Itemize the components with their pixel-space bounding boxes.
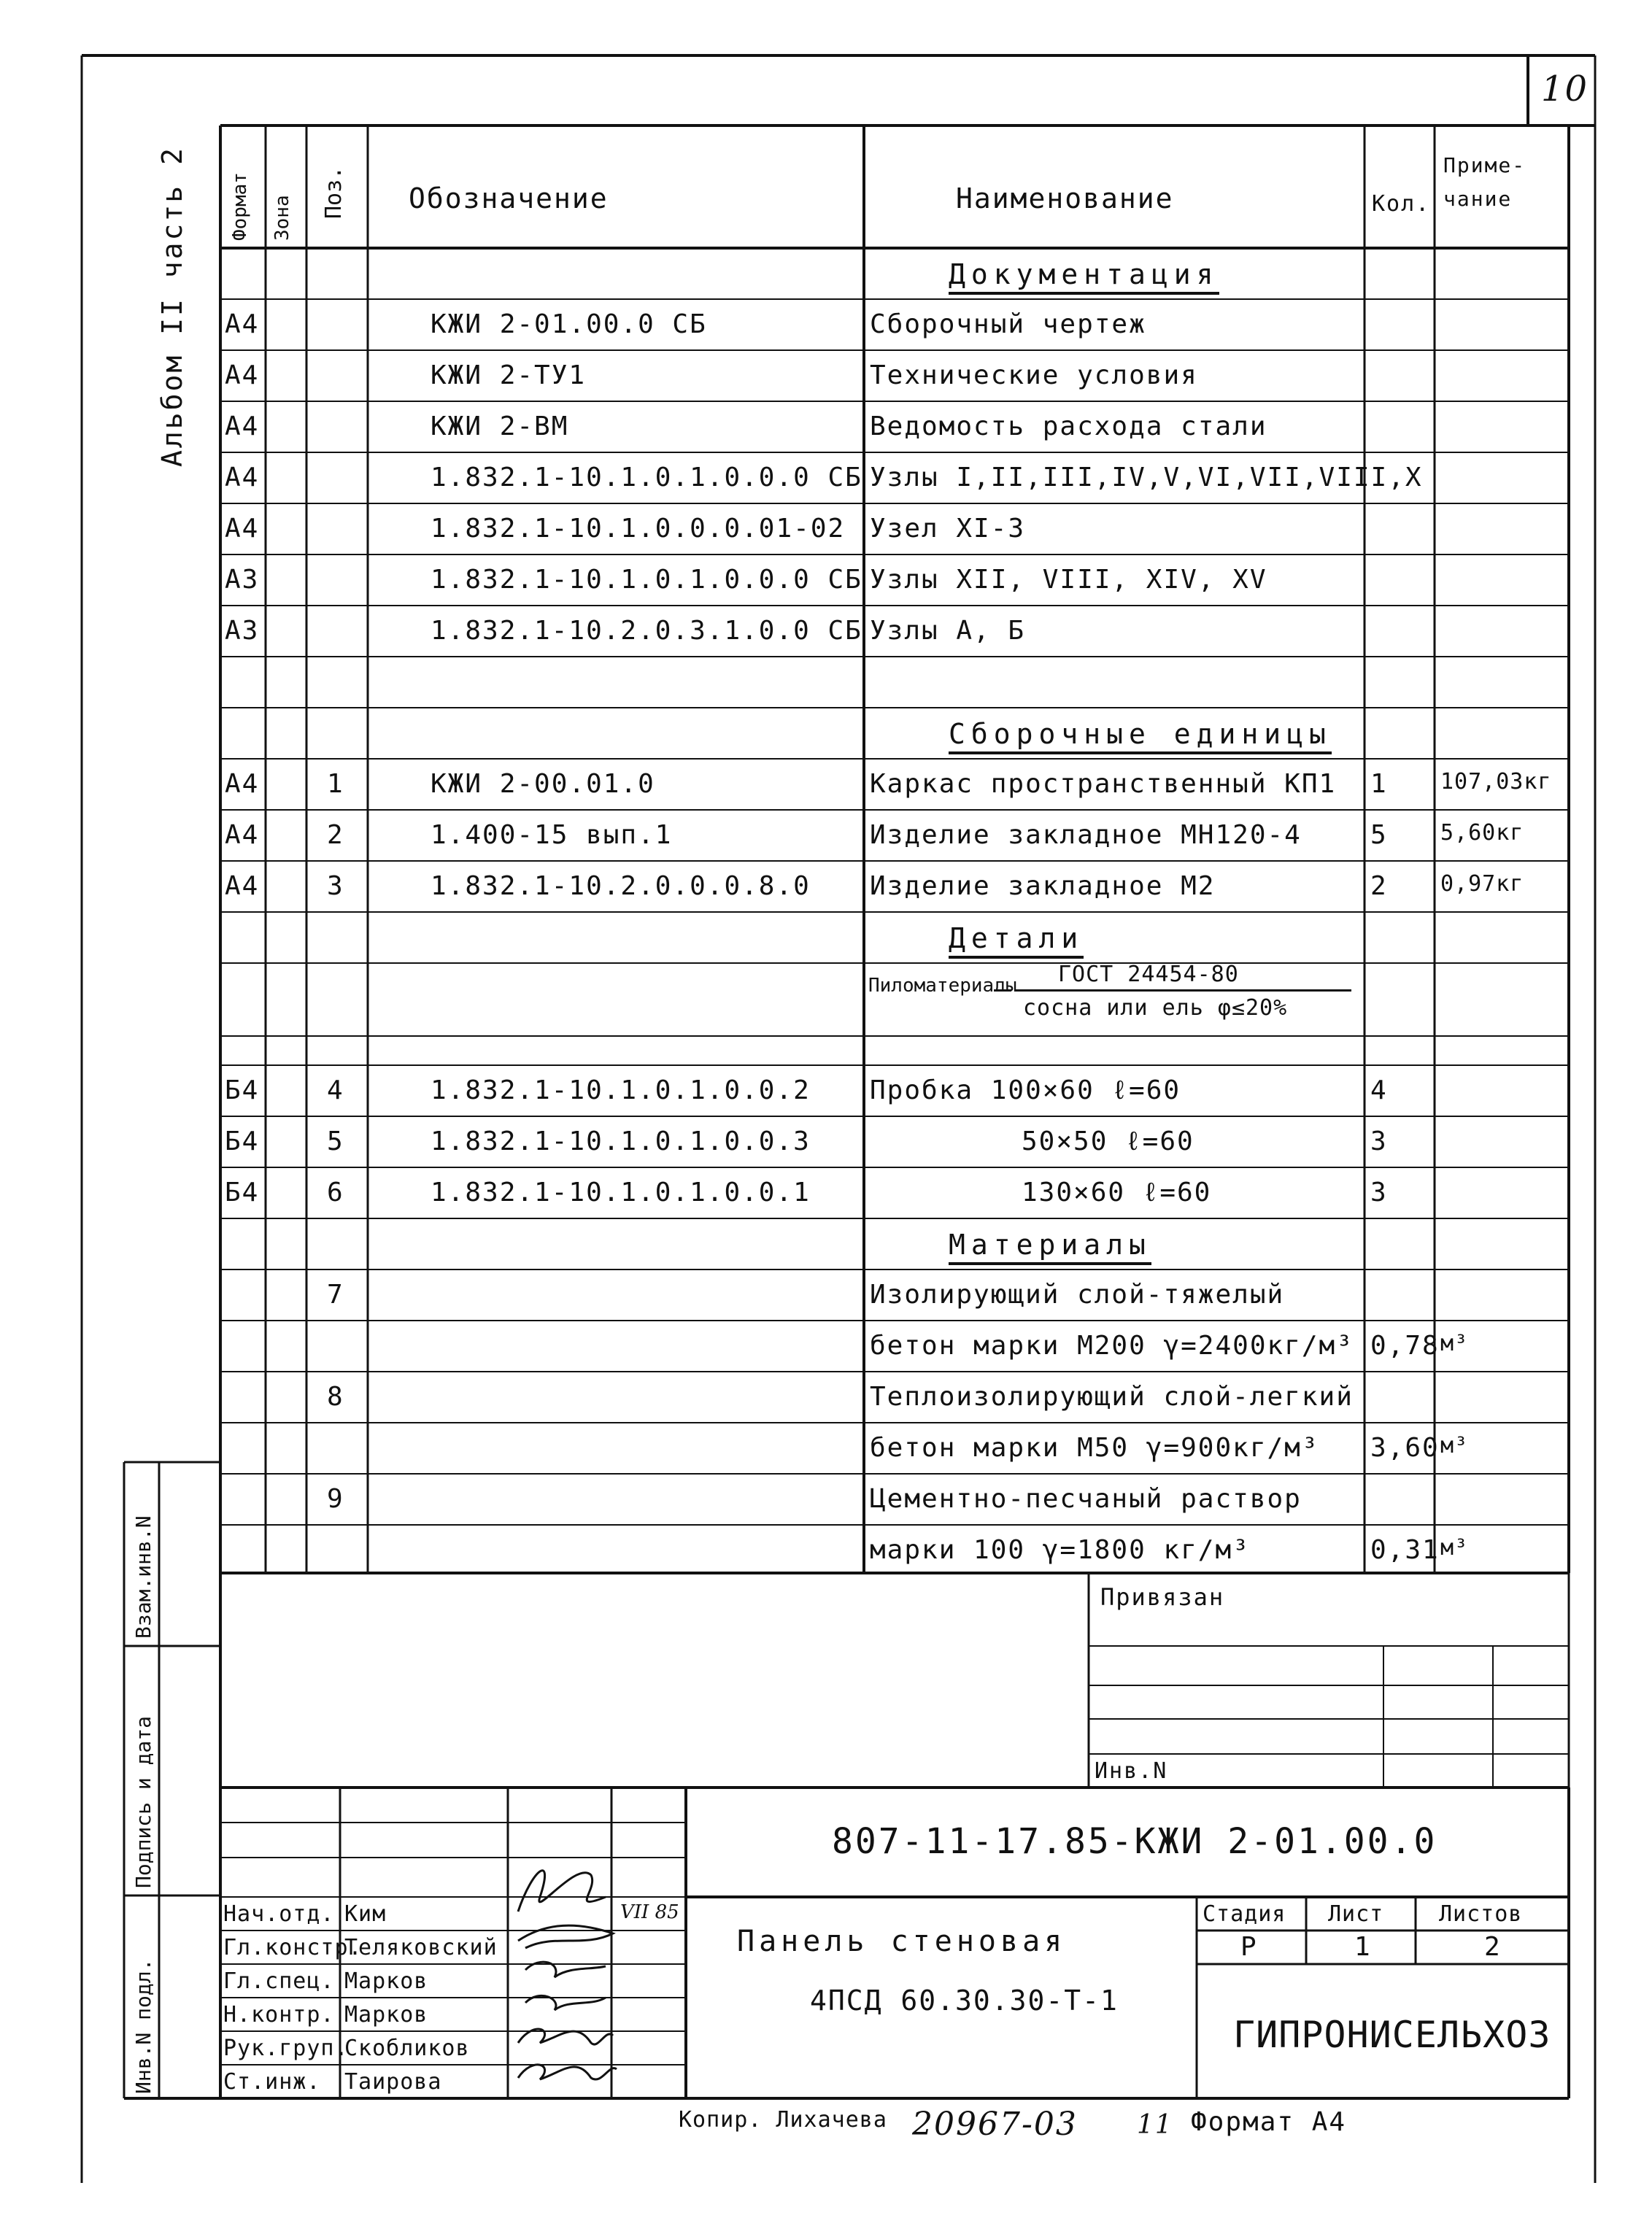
row-designation: КЖИ 2-01.00.0 СБ	[431, 309, 707, 339]
row-designation: 1.832.1-10.1.0.1.0.0.0 СБ	[431, 463, 862, 492]
section-heading: Детали	[949, 922, 1084, 959]
signer-name: Марков	[344, 2002, 428, 2028]
header-qty: Кол.	[1372, 191, 1431, 217]
header-note: Приме- чание	[1443, 153, 1526, 211]
row-designation: 1.832.1-10.1.0.1.0.0.2	[431, 1075, 811, 1105]
signer-role: Рук.груп.	[223, 2036, 349, 2061]
inv-podl-label: Инв.N подл.	[131, 1958, 155, 2094]
row-qty: 3	[1370, 1178, 1388, 1207]
row-name: Ведомость расхода стали	[870, 411, 1267, 441]
row-name: бетон марки М200 γ=2400кг/м³	[870, 1331, 1354, 1361]
row-designation: 1.832.1-10.2.0.0.0.8.0	[431, 871, 811, 901]
row-qty: 3,60	[1370, 1433, 1440, 1463]
lumber-top: ГОСТ 24454-80	[1058, 962, 1239, 987]
footer-sheet-number: 11	[1137, 2110, 1173, 2140]
sheets-value: 2	[1484, 1932, 1502, 1962]
row-designation: 1.400-15 вып.1	[431, 820, 673, 850]
row-format: А4	[225, 463, 260, 492]
row-note: м³	[1440, 1433, 1469, 1458]
row-designation: 1.832.1-10.1.0.1.0.0.1	[431, 1178, 811, 1207]
signer-name: Таирова	[344, 2069, 442, 2095]
row-name: Узлы А, Б	[870, 616, 1026, 646]
lumber-fraction-line	[1014, 989, 1351, 992]
row-pos: 3	[327, 871, 344, 901]
footer-format: Формат А4	[1191, 2107, 1347, 2137]
date-mark: VII 85	[620, 1901, 679, 1923]
row-pos: 4	[327, 1075, 344, 1105]
signer-role: Ст.инж.	[223, 2069, 321, 2095]
footer-copied: Копир. Лихачева	[679, 2107, 887, 2133]
section-heading: Сборочные единицы	[949, 718, 1332, 754]
row-format: А4	[225, 411, 260, 441]
signer-name: Ким	[344, 1901, 387, 1927]
row-qty: 0,31	[1370, 1535, 1440, 1565]
header-name: Наименование	[956, 182, 1174, 215]
row-name: Изделие закладное М2	[870, 871, 1216, 901]
lumber-leader	[994, 989, 1011, 992]
row-note: м³	[1440, 1535, 1469, 1561]
lumber-bottom: сосна или ель φ≤20%	[1023, 995, 1288, 1021]
row-designation: КЖИ 2-00.01.0	[431, 769, 655, 799]
row-pos: 7	[327, 1280, 344, 1310]
row-name: Сборочный чертеж	[870, 309, 1146, 339]
row-name: Узел XI-3	[870, 514, 1026, 544]
row-pos: 8	[327, 1382, 344, 1412]
row-name: Технические условия	[870, 360, 1198, 390]
row-designation: КЖИ 2-ТУ1	[431, 360, 587, 390]
row-designation: 1.832.1-10.2.0.3.1.0.0 СБ	[431, 616, 862, 646]
signer-role: Гл.констр.	[223, 1935, 363, 1960]
row-format: А3	[225, 565, 260, 595]
vzam-label: Взам.инв.N	[131, 1515, 155, 1639]
row-qty: 5	[1370, 820, 1388, 850]
signer-name: Марков	[344, 1968, 428, 1994]
row-designation: 1.832.1-10.1.0.1.0.0.3	[431, 1126, 811, 1156]
row-note: м³	[1440, 1331, 1469, 1356]
header-format: Формат	[229, 172, 251, 241]
title-line-1: Панель стеновая	[737, 1925, 1067, 1958]
signer-role: Нач.отд.	[223, 1901, 335, 1927]
sheets-label: Листов	[1439, 1901, 1523, 1927]
row-qty: 2	[1370, 871, 1388, 901]
header-pos: Поз.	[321, 166, 347, 219]
row-format: А4	[225, 514, 260, 544]
section-heading: Материалы	[949, 1229, 1151, 1265]
album-label: Альбом II часть 2	[156, 146, 188, 467]
sheet-number: 10	[1541, 69, 1589, 109]
signer-role: Гл.спец.	[223, 1968, 335, 1994]
row-format: А4	[225, 309, 260, 339]
title-line-2: 4ПСД 60.30.30-Т-1	[810, 1985, 1119, 2017]
stage-value: Р	[1240, 1932, 1258, 1962]
row-pos: 6	[327, 1178, 344, 1207]
row-name: Цементно-песчаный раствор	[870, 1484, 1302, 1514]
row-pos: 5	[327, 1126, 344, 1156]
sheet-label: Лист	[1328, 1901, 1384, 1927]
row-format: Б4	[225, 1178, 260, 1207]
row-name: Изолирующий слой-тяжелый	[870, 1280, 1285, 1310]
row-name: Пробка 100×60 ℓ=60	[870, 1075, 1181, 1105]
footer-number: 20967-03	[912, 2106, 1078, 2143]
row-name: Изделие закладное МН120-4	[870, 820, 1302, 850]
row-pos: 2	[327, 820, 344, 850]
podpis-label: Подпись и дата	[131, 1715, 155, 1888]
row-name: Каркас пространственный КП1	[870, 769, 1337, 799]
section-heading: Документация	[949, 258, 1219, 295]
signer-role: Н.контр.	[223, 2002, 335, 2028]
row-qty: 4	[1370, 1075, 1388, 1105]
inv-n-label: Инв.N	[1095, 1758, 1168, 1784]
row-note: 5,60кг	[1440, 820, 1524, 846]
row-pos: 1	[327, 769, 344, 799]
row-designation: КЖИ 2-ВМ	[431, 411, 569, 441]
header-zone: Зона	[271, 195, 293, 241]
row-designation: 1.832.1-10.1.0.1.0.0.0 СБ	[431, 565, 862, 595]
row-pos: 9	[327, 1484, 344, 1514]
privyazan-label: Привязан	[1100, 1583, 1225, 1611]
row-format: А4	[225, 871, 260, 901]
stage-label: Стадия	[1203, 1901, 1286, 1927]
row-format: Б4	[225, 1075, 260, 1105]
row-name: Теплоизолирующий слой-легкий	[870, 1382, 1354, 1412]
row-qty: 3	[1370, 1126, 1388, 1156]
document-code: 807-11-17.85-КЖИ 2-01.00.0	[832, 1821, 1437, 1862]
row-designation: 1.832.1-10.1.0.0.0.01-02	[431, 514, 846, 544]
row-format: А4	[225, 360, 260, 390]
row-note: 107,03кг	[1440, 769, 1552, 795]
row-qty: 0,78	[1370, 1331, 1440, 1361]
row-qty: 1	[1370, 769, 1388, 799]
row-name: 50×50 ℓ=60	[1022, 1126, 1194, 1156]
row-format: А4	[225, 820, 260, 850]
organization: ГИПРОНИСЕЛЬХОЗ	[1233, 2014, 1551, 2056]
row-name: марки 100 γ=1800 кг/м³	[870, 1535, 1250, 1565]
row-note: 0,97кг	[1440, 871, 1524, 897]
row-format: Б4	[225, 1126, 260, 1156]
signatures	[511, 1824, 620, 2101]
signer-name: Скобликов	[344, 2036, 470, 2061]
row-name: Узлы XII, VIII, XIV, XV	[870, 565, 1267, 595]
row-name: 130×60 ℓ=60	[1022, 1178, 1212, 1207]
row-format: А3	[225, 616, 260, 646]
sheet-value: 1	[1354, 1932, 1372, 1962]
row-name: Узлы I,II,III,IV,V,VI,VII,VIII,X	[870, 463, 1423, 492]
lumber-label: Пиломатериалы	[868, 975, 1017, 997]
row-name: бетон марки М50 γ=900кг/м³	[870, 1433, 1319, 1463]
row-format: А4	[225, 769, 260, 799]
header-designation: Обозначение	[409, 182, 609, 215]
signer-name: Теляковский	[344, 1935, 498, 1960]
